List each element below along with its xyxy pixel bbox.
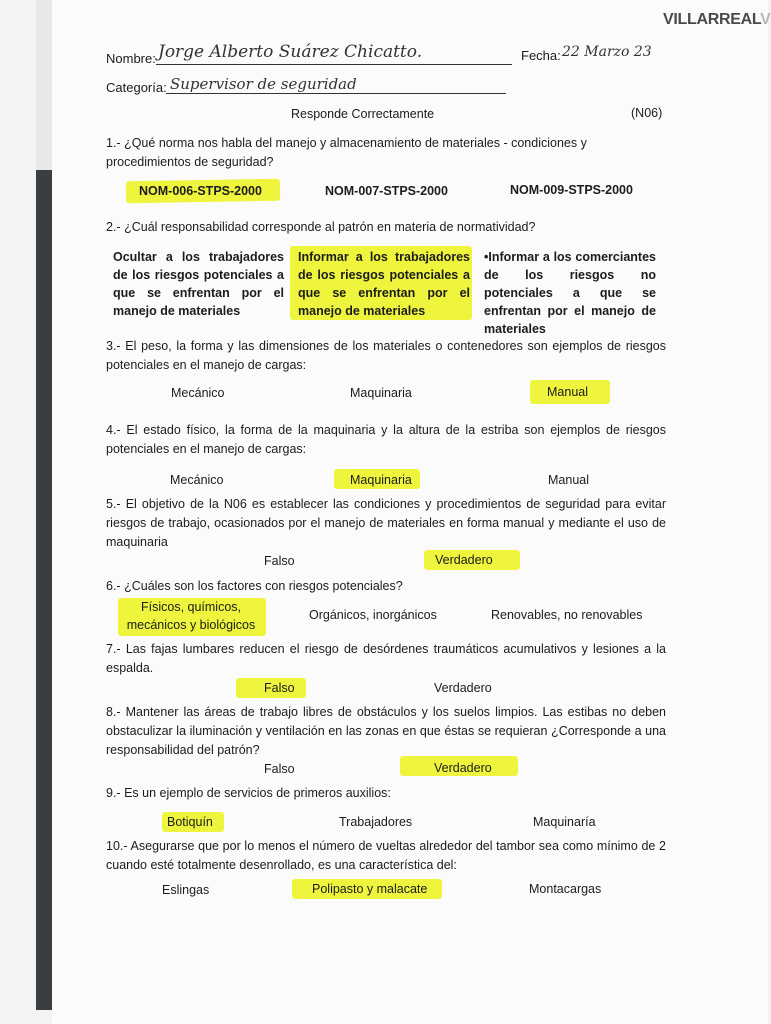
question-7: 7.- Las fajas lumbares reducen el riesgo de desórdenes traumáticos acumulativos y lesiones a la espalda. (106, 642, 666, 675)
q10-option-b[interactable]: Polipasto y malacate (312, 882, 428, 896)
brand-mark-icon: V (760, 11, 771, 28)
q6-option-b[interactable]: Orgánicos, inorgánicos (309, 608, 437, 622)
q9-option-a[interactable]: Botiquín (167, 815, 213, 829)
nombre-underline (156, 64, 512, 65)
q1-option-c[interactable]: NOM-009-STPS-2000 (510, 183, 633, 197)
q2-option-c[interactable]: •Informar a los comerciantes de los riesgos no potenciales a que se enfrentan por el manejo de materiales (484, 250, 656, 336)
nombre-label: Nombre: (106, 51, 156, 66)
question-4: 4.- El estado físico, la forma de la maquinaria y la altura de la estriba son ejemplos de riesgos potenciales en el manejo de cargas: (106, 423, 666, 456)
q3-option-a[interactable]: Mecánico (171, 386, 225, 400)
question-2: 2.- ¿Cuál responsabilidad corresponde al patrón en materia de normatividad? (106, 220, 536, 234)
fecha-label: Fecha: (521, 48, 561, 63)
categoria-value: Supervisor de seguridad (170, 75, 357, 93)
q5-option-a[interactable]: Falso (264, 554, 295, 568)
q4-option-c[interactable]: Manual (548, 473, 589, 487)
question-10: 10.- Asegurarse que por lo menos el número de vueltas alrededor del tambor sea como mínimo de 2 cuando esté totalmente desenrollado, es una característica del: (106, 839, 667, 872)
q9-option-b[interactable]: Trabajadores (339, 815, 413, 829)
q8-option-a[interactable]: Falso (264, 762, 295, 776)
q8-option-b[interactable]: Verdadero (434, 761, 492, 775)
q4-option-a[interactable]: Mecánico (170, 473, 224, 487)
q6-option-a[interactable]: Físicos, químicos, mecánicos y biológicos (126, 600, 256, 632)
q2-option-a[interactable]: Ocultar a los trabajadores de los riesgos potenciales a que se enfrentan por el manejo de materiales (113, 250, 284, 318)
q4-option-b[interactable]: Maquinaria (350, 473, 412, 487)
instruction-text: Responde Correctamente (291, 107, 435, 121)
q1-option-a[interactable]: NOM-006-STPS-2000 (139, 184, 262, 198)
categoria-underline (166, 93, 506, 94)
q10-option-a[interactable]: Eslingas (162, 883, 210, 897)
q6-option-c[interactable]: Renovables, no renovables (491, 608, 643, 622)
nombre-value: Jorge Alberto Suárez Chicatto. (158, 42, 423, 62)
fecha-value: 22 Marzo 23 (562, 44, 652, 60)
categoria-label: Categoría: (106, 80, 167, 95)
brand-logo: VILLARREALV (663, 11, 771, 28)
question-1: 1.- ¿Qué norma nos habla del manejo y almacenamiento de materiales - condiciones y procedimientos de seguridad? (106, 136, 587, 169)
question-3: 3.- El peso, la forma y las dimensiones de los materiales o contenedores son ejemplos de riesgos potenciales en el manejo de cargas: (106, 339, 666, 372)
question-6: 6.- ¿Cuáles son los factores con riesgos potenciales? (106, 579, 403, 593)
q7-option-a[interactable]: Falso (264, 681, 295, 695)
question-5: 5.- El objetivo de la N06 es establecer las condiciones y procedimientos de seguridad para evitar riesgos de trabajo, ocasionados por el manejo de materiales en forma manual y mediante el uso de maquinaria (106, 497, 666, 549)
q2-option-b[interactable]: Informar a los trabajadores de los riesgos potenciales a que se enfrentan por el manejo de materiales (298, 250, 470, 318)
q3-option-c[interactable]: Manual (547, 385, 588, 399)
binder-strip (36, 0, 52, 1010)
q3-option-b[interactable]: Maquinaria (350, 386, 412, 400)
q10-option-c[interactable]: Montacargas (529, 882, 602, 896)
q7-option-b[interactable]: Verdadero (434, 681, 492, 695)
q5-option-b[interactable]: Verdadero (435, 553, 493, 567)
q9-option-c[interactable]: Maquinaría (533, 815, 596, 829)
question-9: 9.- Es un ejemplo de servicios de primeros auxilios: (106, 786, 391, 800)
question-8: 8.- Mantener las áreas de trabajo libres de obstáculos y los suelos limpios. Las estibas no deben obstaculizar la iluminación y ventilación en las zonas en que éstas se requieran ¿Corresponde a una responsabilidad del patrón? (106, 705, 666, 757)
q1-option-b[interactable]: NOM-007-STPS-2000 (325, 184, 448, 198)
exam-code: (N06) (631, 106, 663, 120)
